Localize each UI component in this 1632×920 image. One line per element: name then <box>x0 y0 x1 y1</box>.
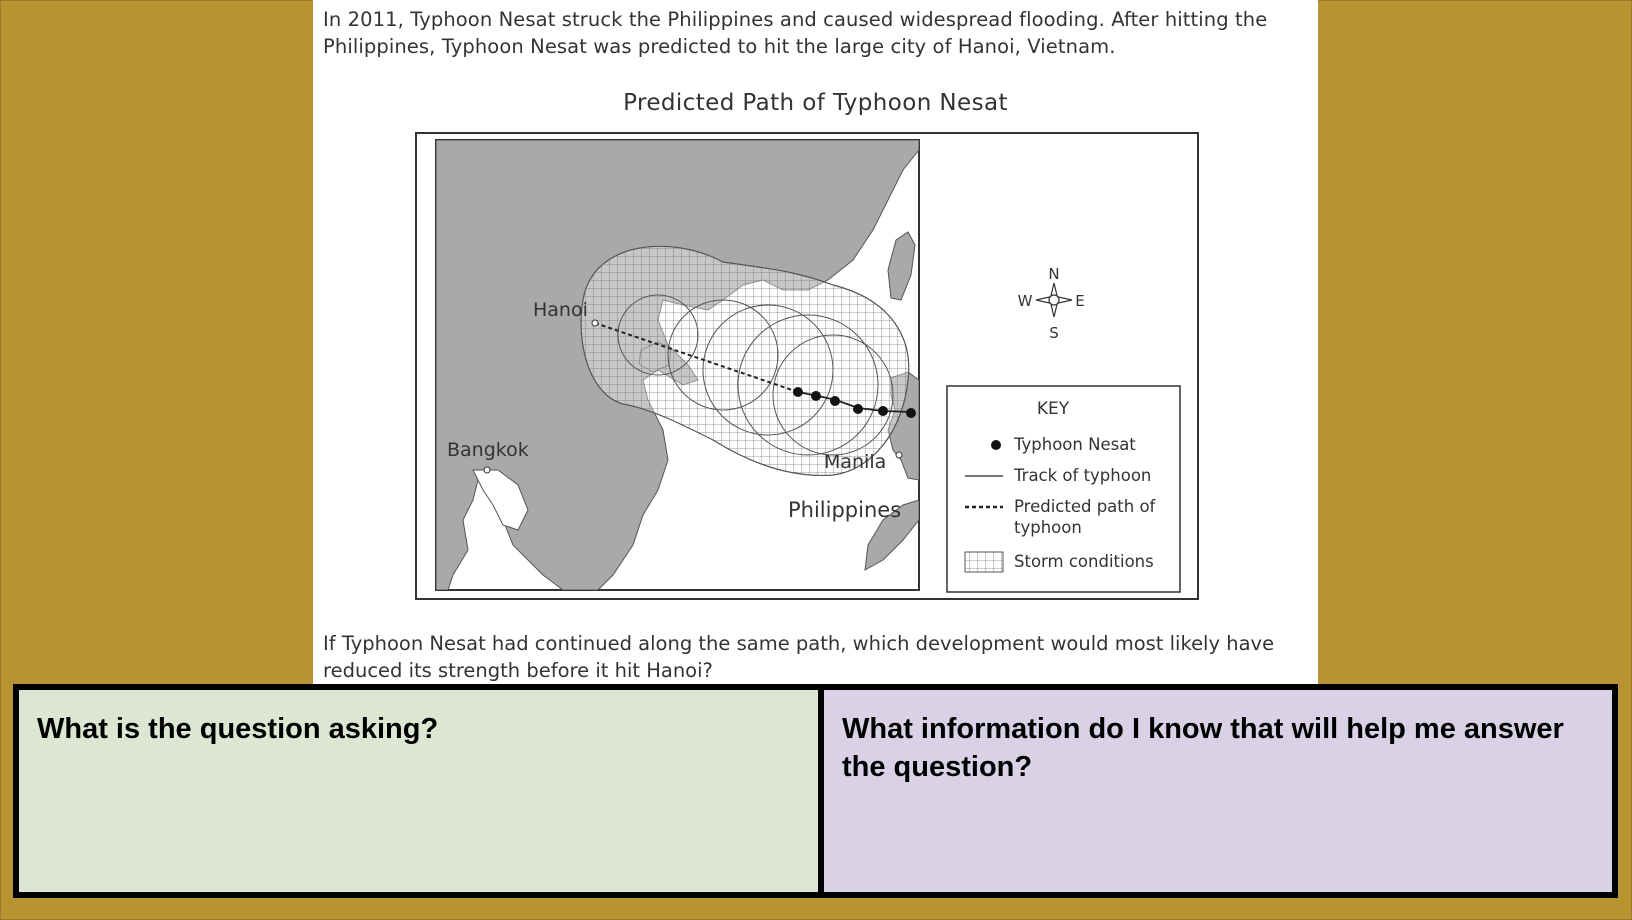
key-predicted-label-2: typhoon <box>1014 518 1082 537</box>
answer-organizer <box>13 684 1618 898</box>
map-key <box>947 386 1180 592</box>
bangkok-dot <box>484 467 490 473</box>
known-information-box[interactable] <box>824 690 1612 892</box>
key-typhoon-icon <box>991 440 1001 450</box>
compass-west: W <box>1017 292 1033 310</box>
key-track-label: Track of typhoon <box>1014 466 1152 485</box>
document-panel <box>313 0 1318 690</box>
manila-label: Manila <box>824 451 887 473</box>
question-asking-prompt: What is the question asking? <box>37 713 439 745</box>
key-title: KEY <box>1036 399 1070 419</box>
compass-north: N <box>1048 265 1060 283</box>
typhoon-marker <box>853 404 863 414</box>
typhoon-marker <box>811 391 821 401</box>
manila-dot <box>896 452 902 458</box>
key-storm-icon <box>965 552 1003 572</box>
typhoon-marker <box>906 408 916 418</box>
question-paragraph: If Typhoon Nesat had continued along the same path, which development would most likely have reduced its strength before it hit Hanoi? <box>323 632 1275 682</box>
key-typhoon-label: Typhoon Nesat <box>1014 435 1136 454</box>
hanoi-label: Hanoi <box>533 299 588 321</box>
question-asking-box[interactable] <box>19 690 818 892</box>
typhoon-marker <box>878 406 888 416</box>
typhoon-marker <box>830 396 840 406</box>
typhoon-map <box>313 0 1318 690</box>
intro-paragraph: In 2011, Typhoon Nesat struck the Philippines and caused widespread flooding. After hitting the Philippines, Typhoon Nesat was predicted to hit the large city of Hanoi, Vietnam. <box>323 8 1268 58</box>
compass-east: E <box>1075 292 1085 310</box>
known-information-prompt: What information do I know that will help me answer the question? <box>842 713 1564 783</box>
bangkok-label: Bangkok <box>447 439 529 461</box>
compass-south: S <box>1049 324 1059 342</box>
key-predicted-label: Predicted path of <box>1014 497 1156 516</box>
key-storm-label: Storm conditions <box>1014 552 1154 571</box>
hanoi-dot <box>592 320 598 326</box>
typhoon-marker <box>793 387 803 397</box>
map-title: Predicted Path of Typhoon Nesat <box>623 90 1008 116</box>
philippines-label: Philippines <box>788 498 902 522</box>
